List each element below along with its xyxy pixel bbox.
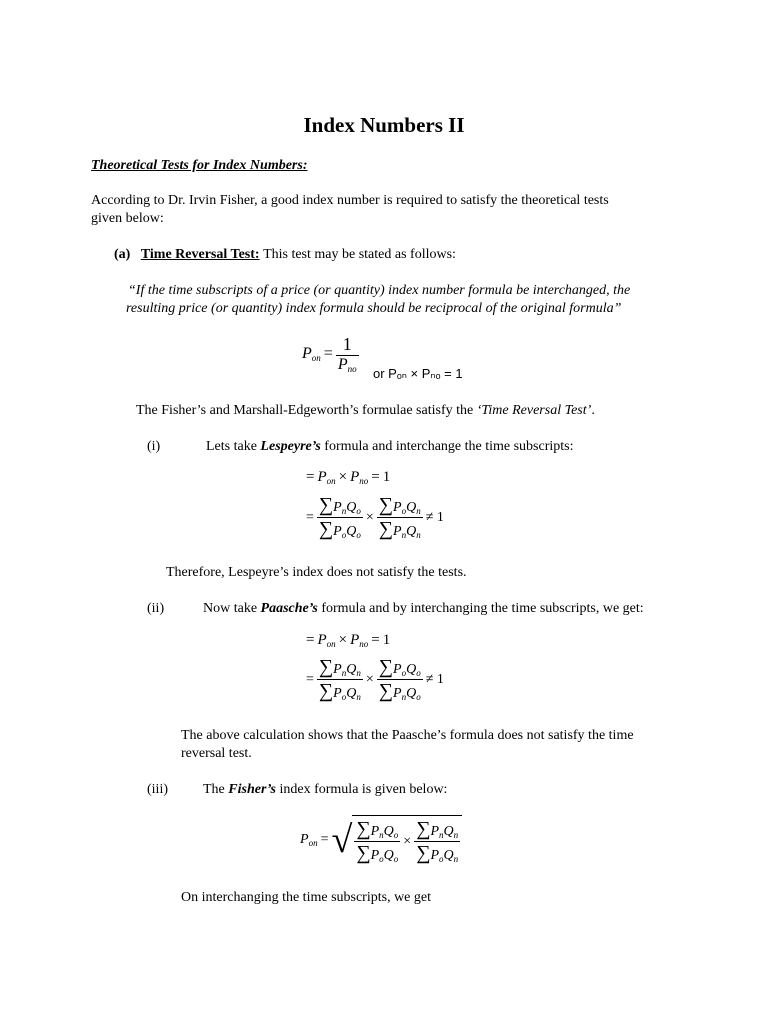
satisfy-em: ‘Time Reversal Test’	[476, 403, 592, 418]
test-a-desc: This test may be stated as follows:	[263, 247, 456, 262]
intro-line-2: given below:	[91, 211, 164, 226]
item-i-post: formula and interchange the time subscripts:	[320, 439, 574, 454]
item-ii-conclusion-2: reversal test.	[181, 746, 252, 761]
item-iii-text	[203, 781, 447, 799]
item-ii-post: formula and by interchanging the time subscripts, we get:	[317, 601, 644, 616]
formula-alt: or Pₒₙ × Pₙₒ = 1	[373, 366, 463, 381]
item-ii-eq1: = $P_{on} \times P_{no} = 1$	[306, 632, 391, 649]
test-a-marker: (a)	[114, 247, 131, 262]
quote-line-2: resulting price (or quantity) index formula should be reciprocal of the original formula”	[126, 301, 622, 316]
item-ii-em: Paasche’s	[260, 601, 318, 616]
intro-line-1: According to Dr. Irvin Fisher, a good index number is required to satisfy the theoretical tests	[91, 193, 609, 208]
satisfy-line	[136, 402, 595, 420]
fisher-formula: $P_{on}$ = √ $\frac{\sum P_nQ_o}{\sum P_oQ_o}$ × $\frac{\sum P_nQ_n}{\sum P_oQ_n}$	[300, 815, 462, 865]
item-i-marker: (i)	[147, 439, 161, 454]
item-i-em: Lespeyre’s	[260, 439, 321, 454]
test-a-line	[114, 246, 456, 264]
satisfy-post: .	[591, 403, 595, 418]
item-i-text	[206, 438, 574, 456]
page-title: Index Numbers II	[303, 113, 465, 137]
item-iii-pre: The	[203, 782, 229, 797]
quote-line-1: “If the time subscripts of a price (or quantity) index number formula be interchanged, the	[128, 283, 631, 298]
satisfy-pre: The Fisher’s and Marshall-Edgeworth’s formulae satisfy the	[136, 403, 477, 418]
item-iii-post: index formula is given below:	[275, 782, 448, 797]
item-iii-marker: (iii)	[147, 782, 168, 797]
item-ii-pre: Now take	[203, 601, 261, 616]
item-i-eq1: = $P_{on} \times P_{no} = 1$	[306, 469, 391, 486]
item-i-pre: Lets take	[206, 439, 261, 454]
item-ii-conclusion-1: The above calculation shows that the Paasche’s formula does not satisfy the time	[181, 728, 634, 743]
section-heading: Theoretical Tests for Index Numbers:	[91, 158, 308, 173]
test-a-name: Time Reversal Test:	[140, 247, 260, 262]
item-ii-marker: (ii)	[147, 601, 165, 616]
item-iii-followup: On interchanging the time subscripts, we get	[181, 890, 431, 905]
item-iii-em: Fisher’s	[228, 782, 276, 797]
item-i-eq2: = $\frac{\sum P_nQ_o}{\sum P_oQ_o}$ × $\frac{\sum P_oQ_n}{\sum P_nQ_n}$ ≠ 1	[306, 494, 444, 540]
time-reversal-formula: $P_{on}$ = $\frac{1}{P_{no}}$	[302, 334, 357, 374]
item-ii-eq2: = $\frac{\sum P_nQ_n}{\sum P_oQ_n}$ × $\frac{\sum P_oQ_o}{\sum P_nQ_o}$ ≠ 1	[306, 656, 444, 702]
item-i-conclusion: Therefore, Lespeyre’s index does not satisfy the tests.	[166, 565, 467, 580]
item-ii-text	[203, 600, 644, 618]
